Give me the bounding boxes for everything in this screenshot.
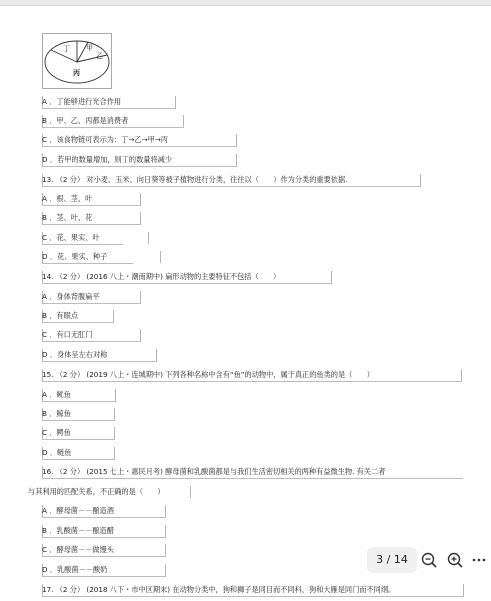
q13-option-b[interactable]: B ．茎、叶、花 [42, 213, 93, 222]
field-divider [148, 232, 149, 244]
q15-stem: 15. （2 分） (2019 八上・连城期中) 下列各种名称中含有“鱼”的动物中，属于真正的鱼类的是（ ） [42, 370, 374, 379]
zoom-out-icon[interactable] [418, 549, 440, 571]
q15-option-b[interactable]: B ．鲸鱼 [42, 409, 71, 418]
figure-label-bing: 丙 [73, 69, 80, 77]
figure-label-yi: 乙 [96, 52, 103, 60]
q16-stem-continued: 与其利用的匹配关系，不正确的是（ ） [28, 487, 165, 496]
q16-option-d[interactable]: D ．乳酸菌－－酸奶 [42, 565, 108, 574]
figure-label-jia: 甲 [86, 44, 93, 52]
q16-stem: 16. （2 分） (2015 七上・惠民月考) 酵母菌和乳酸菌都是与我们生活密切相关的两种有益微生物. 有关二者 [42, 467, 386, 476]
q14-stem: 14. （2 分） (2016 八上・潮南期中) 扁形动物的主要特征不包括（ ） [42, 272, 281, 281]
food-chain-pie-figure [42, 33, 112, 89]
q15-option-a[interactable]: A ．鱿鱼 [42, 390, 71, 399]
q17-stem: 17. （2 分） (2018 八下・市中区期末) 在动物分类中，狗和狮子是同目而不同科，狗和大雁是同门而不同纲。 [42, 585, 396, 594]
q15-option-c[interactable]: C ．鳄鱼 [42, 428, 71, 437]
field-divider [114, 427, 115, 439]
q16-option-c[interactable]: C ．酵母菌－－做馒头 [42, 545, 114, 554]
q16-option-b[interactable]: B ．乳酸菌－－酿造醋 [42, 526, 114, 535]
figure-label-ding: 丁 [63, 45, 70, 53]
q14-option-a[interactable]: A ．身体背腹扁平 [42, 292, 100, 301]
field-divider [114, 408, 115, 420]
zoom-in-icon[interactable] [444, 549, 466, 571]
q13-stem: 13. （2 分） 对小麦、玉米、向日葵等被子植物进行分类，往往以（ ）作为分类的重要依据. [42, 175, 348, 184]
page-indicator[interactable]: 3 / 14 [367, 547, 417, 573]
q14-option-d[interactable]: D ．身体呈左右对称 [42, 350, 108, 359]
field-divider [114, 447, 115, 459]
q14-option-b[interactable]: B ．有眼点 [42, 311, 78, 320]
q13-option-a[interactable]: A ．根、茎、叶 [42, 194, 93, 203]
q12-option-a[interactable]: A ．丁能够进行光合作用 [42, 97, 122, 106]
q14-option-c[interactable]: C ．有口无肛门 [42, 330, 93, 339]
field-divider [190, 486, 191, 498]
field-divider [160, 251, 161, 263]
q13-option-c[interactable]: C ．花、果实、叶 [42, 233, 100, 242]
q15-option-d[interactable]: D ．鲢鱼 [42, 448, 72, 457]
field-divider [175, 96, 176, 108]
q12-option-b[interactable]: B ．甲、乙、丙都是消费者 [42, 116, 129, 125]
q12-option-d[interactable]: D ．若甲的数量增加，则丁的数量将减少 [42, 155, 173, 164]
q13-option-d[interactable]: D ．花、果实、种子 [42, 252, 108, 261]
more-icon[interactable] [470, 549, 488, 571]
q16-option-a[interactable]: A ．酵母菌－－酿造酒 [42, 506, 114, 515]
q12-option-c[interactable]: C ．该食物链可表示为：丁→乙→甲→丙 [42, 135, 168, 144]
